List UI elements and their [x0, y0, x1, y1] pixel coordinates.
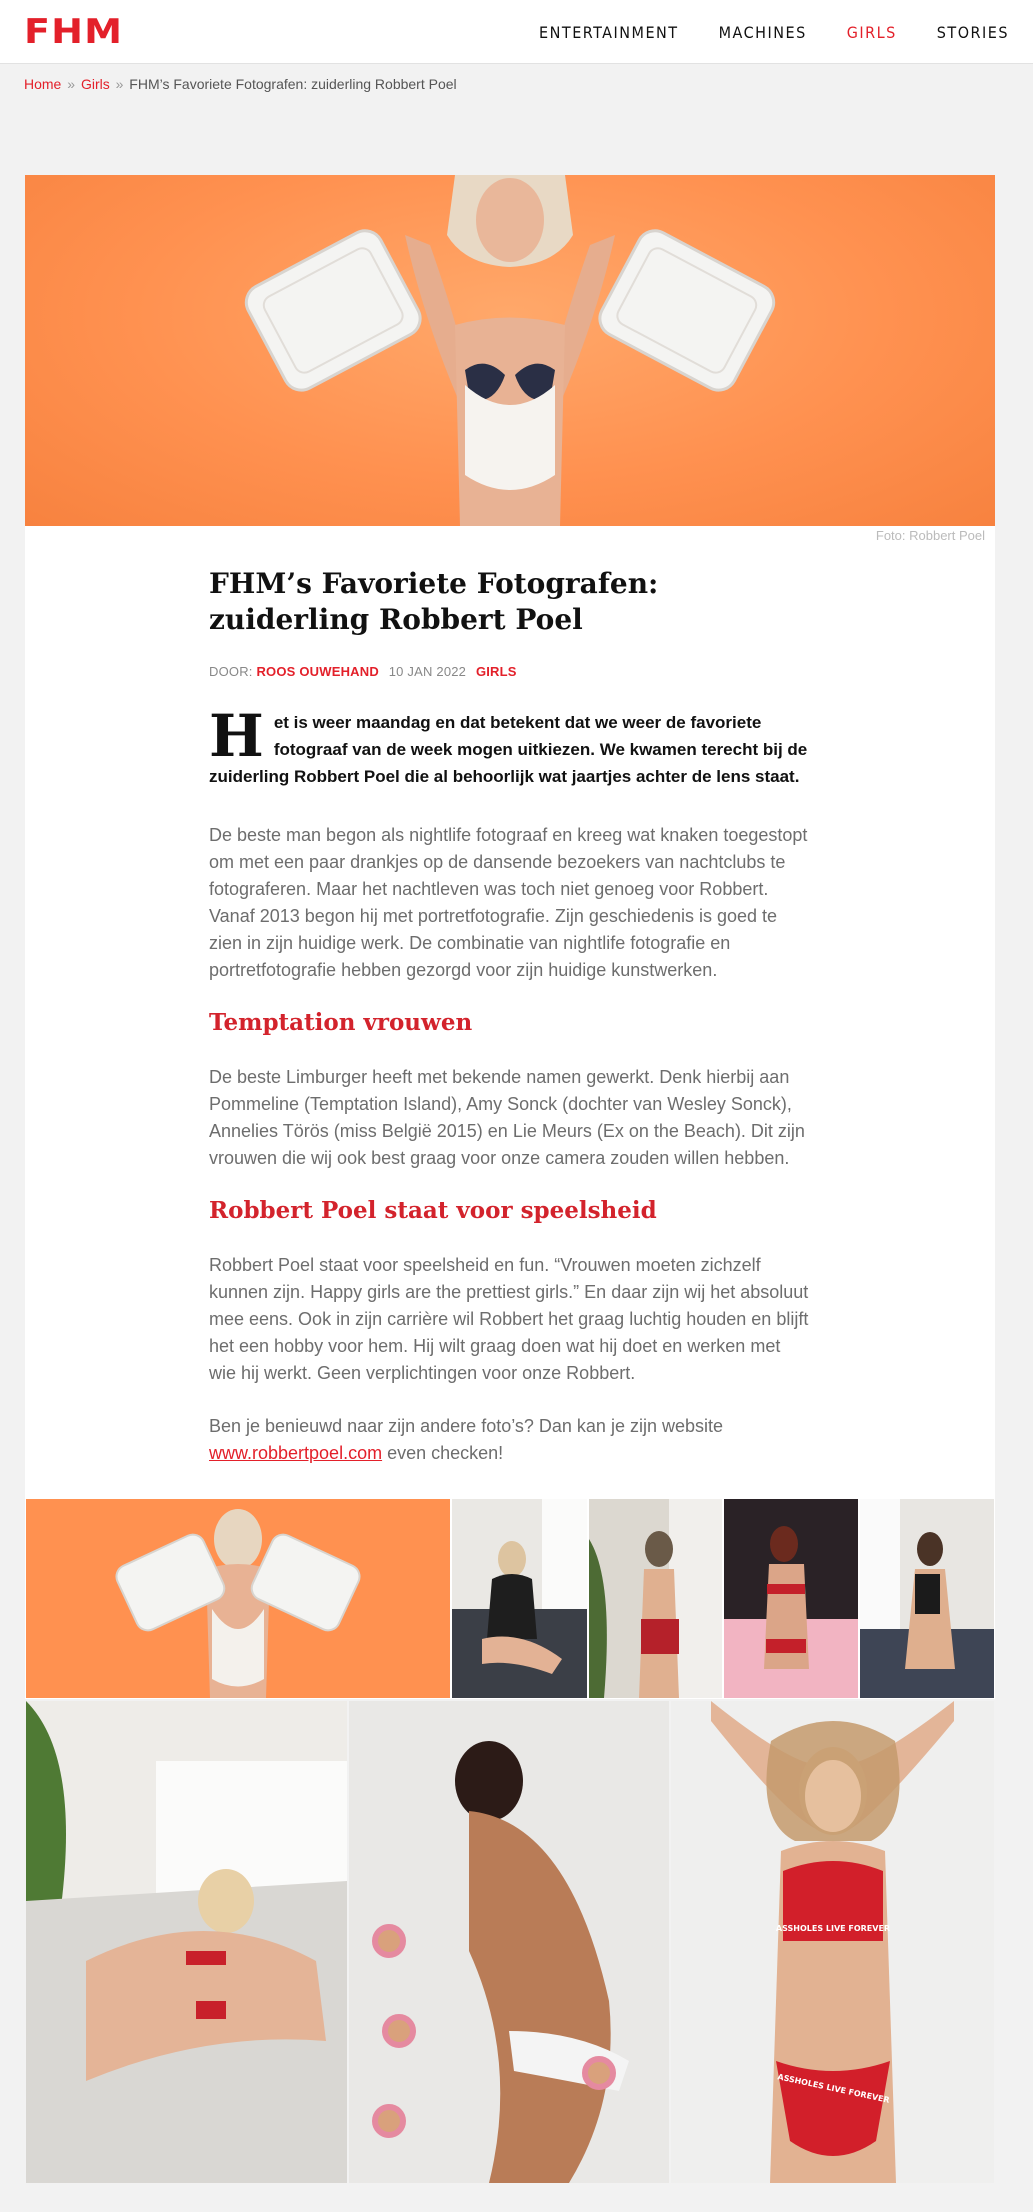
- paragraph-1: De beste man begon als nightlife fotograaf en kreeg wat knaken toegestopt om met een paar drankjes op de dansende bezoekers van nachtclubs te fotograferen. Maar het nachtleven was toch niet genoeg voor Robbert. Vanaf 2013 begon hij met portretfotografie. Zijn geschiedenis is goed te zien in zijn huidige werk. De combinatie van nightlife fotografie en portretfotografie hebben gezorgd voor zijn huidige kunstwerken.: [209, 825, 808, 980]
- breadcrumb-separator: »: [115, 76, 124, 92]
- paragraph-4-end: even checken!: [382, 1443, 504, 1463]
- hero-caption: Foto: Robbert Poel: [875, 528, 985, 543]
- subheading-temptation: Temptation vrouwen: [209, 1009, 473, 1036]
- gallery-photo-5[interactable]: [860, 1499, 994, 1698]
- article-lead: [209, 702, 809, 790]
- gallery-photo-1[interactable]: [26, 1499, 450, 1698]
- article-title: FHM’s Favoriete Fotografen: zuiderling Robbert Poel: [209, 567, 659, 636]
- paragraph-4: [209, 1413, 809, 1467]
- main-nav: [539, 0, 1009, 64]
- website-link[interactable]: www.robbertpoel.com: [209, 1443, 383, 1463]
- gallery-photo-4[interactable]: [724, 1499, 858, 1698]
- paragraph-4-text: Ben je benieuwd naar zijn andere foto’s? Dan kan je zijn website: [209, 1416, 723, 1436]
- paragraph-2: De beste Limburger heeft met bekende namen gewerkt. Denk hierbij aan Pommeline (Temptation Island), Amy Sonck (dochter van Wesley Sonck), Annelies Törös (miss België 2015) en Lie Meurs (Ex on the Beach). Dit zijn vrouwen die wij ook best graag voor onze camera zouden willen hebben.: [209, 1067, 805, 1168]
- gallery-photo-2[interactable]: [452, 1499, 587, 1698]
- author-link[interactable]: ROOS OUWEHAND: [256, 664, 379, 679]
- nav-machines[interactable]: MACHINES: [718, 22, 807, 42]
- shirt-text: ASSHOLES LIVE FOREVER: [775, 1924, 891, 1933]
- byline-label: DOOR:: [209, 664, 253, 679]
- paragraph-3: Robbert Poel staat voor speelsheid en fun. “Vrouwen moeten zichzelf kunnen zijn. Happy girls are the prettiest girls.” En daar zijn wij het absoluut mee eens. Ook in zijn carrière wil Robbert het graag luchtig houden en blijft het een hobby voor hem. Hij wilt graag doen wat hij doet en werken met wie hij werkt. Geen verplichtingen voor onze Robbert.: [209, 1255, 809, 1383]
- breadcrumb-current: FHM’s Favoriete Fotografen: zuiderling Robbert Poel: [129, 76, 457, 92]
- hero-image: [25, 175, 995, 526]
- breadcrumb-separator: »: [67, 76, 76, 92]
- breadcrumb: [24, 76, 457, 92]
- nav-stories[interactable]: STORIES: [936, 22, 1009, 42]
- lead-text: et is weer maandag en dat betekent dat we weer de favoriete fotograaf van de week mogen uitkiezen. We kwamen terecht bij de zuiderling Robbert Poel die al behoorlijk wat jaartjes achter de lens staat.: [209, 713, 808, 786]
- gallery-photo-6[interactable]: [26, 1701, 347, 2183]
- article-content: [209, 566, 809, 1467]
- site-header: [0, 0, 1033, 64]
- gallery-photo-8[interactable]: [671, 1701, 994, 2183]
- subheading-speelsheid: Robbert Poel staat voor speelsheid: [209, 1197, 657, 1224]
- category-link[interactable]: GIRLS: [475, 664, 517, 679]
- fhm-logo[interactable]: FHM: [24, 12, 124, 52]
- breadcrumb-home[interactable]: Home: [24, 76, 62, 92]
- nav-entertainment[interactable]: ENTERTAINMENT: [539, 22, 679, 42]
- article-meta: [209, 664, 809, 679]
- publish-date: 10 JAN 2022: [388, 664, 467, 679]
- pants-text: ASSHOLES LIVE FOREVER: [776, 2072, 891, 2105]
- gallery-photo-3[interactable]: [589, 1499, 722, 1698]
- nav-girls[interactable]: GIRLS: [846, 22, 897, 42]
- drop-cap: H: [209, 702, 264, 770]
- breadcrumb-girls[interactable]: Girls: [80, 76, 110, 92]
- gallery-photo-7[interactable]: [349, 1701, 669, 2183]
